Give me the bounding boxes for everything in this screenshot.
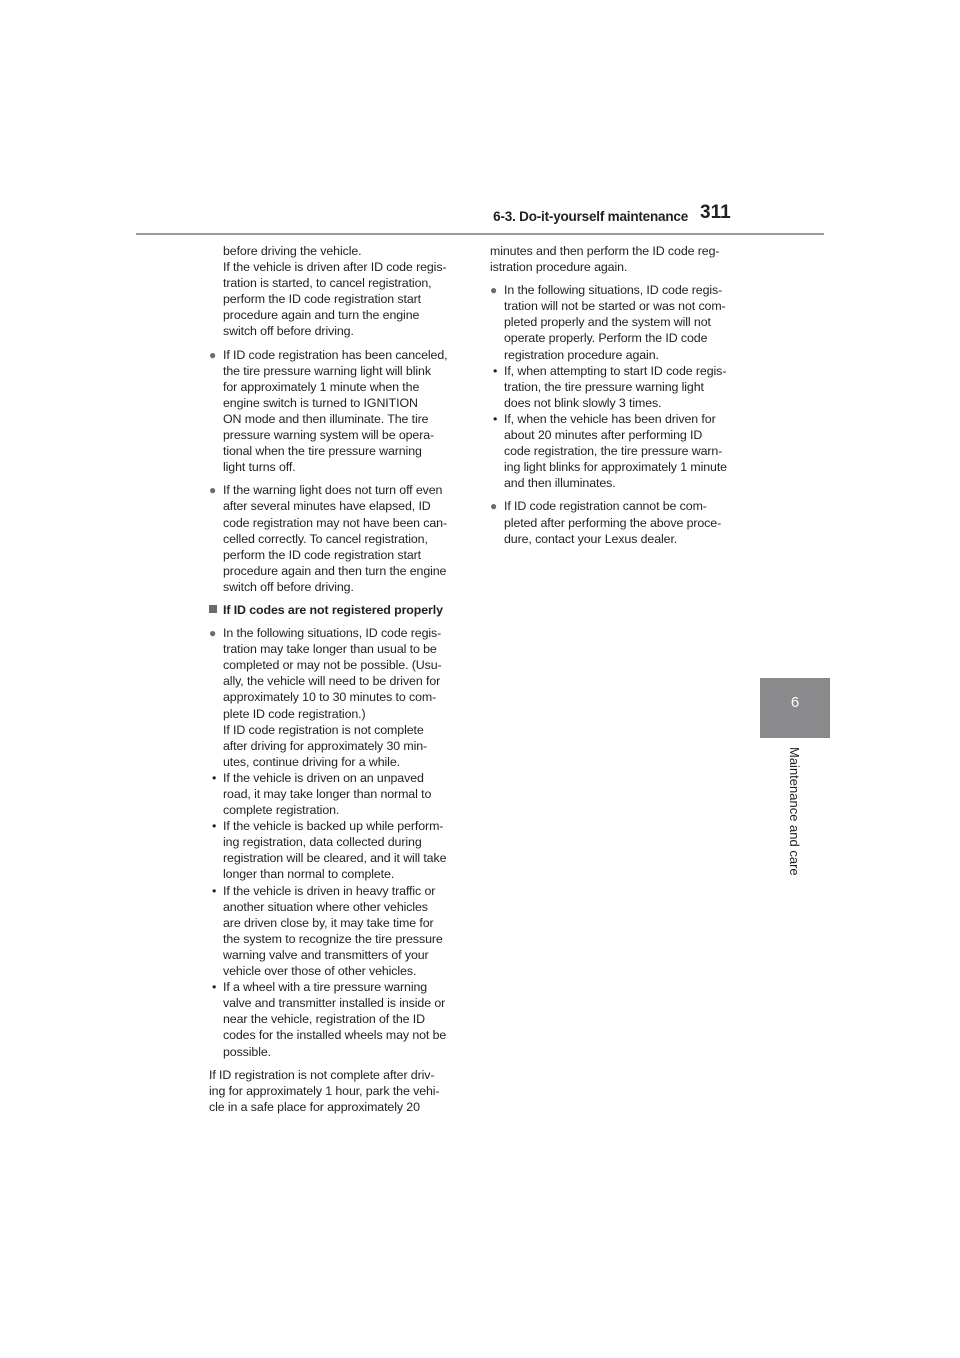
square-heading-icon <box>209 605 217 613</box>
sub-list-item-text: If the vehicle is driven in heavy traffic or another situation where other vehicles are driven close by, it may take time for the system to recognize the tire pressure warning valve and transmitters of your vehicle over those of other vehicles. <box>223 883 443 979</box>
list-item <box>209 347 471 476</box>
circle-bullet-icon: ● <box>209 347 217 362</box>
list-item <box>209 625 471 770</box>
right-column <box>490 243 752 554</box>
sub-list-item-text: If the vehicle is driven on an unpaved road, it may take longer than normal to complete registration. <box>223 770 432 818</box>
sub-list-item <box>490 411 752 491</box>
sub-list-item <box>209 818 471 882</box>
sub-list-item-text: If, when the vehicle has been driven for about 20 minutes after performing ID code registration, the tire pressure warn- ing light blinks for approximately 1 minute and then illuminates. <box>504 411 727 491</box>
header-divider <box>136 233 824 235</box>
sub-list-item <box>209 979 471 1059</box>
list-item <box>490 498 752 546</box>
circle-bullet-icon: ● <box>490 283 498 298</box>
list-item-text: If ID code registration cannot be com- pleted after performing the above proce- dure, contact your Lexus dealer. <box>504 499 722 546</box>
sub-list-item <box>209 770 471 818</box>
page-number: 311 <box>700 202 731 223</box>
dot-bullet-icon: • <box>212 883 217 898</box>
dot-bullet-icon: • <box>212 980 217 995</box>
continuation-paragraph: minutes and then perform the ID code reg- istration procedure again. <box>490 244 720 275</box>
sub-list-item-text: If the vehicle is backed up while perform- ing registration, data collected during registration will be cleared, and it will take longer than normal to complete. <box>223 819 447 882</box>
list-item-text: In the following situations, ID code regis- tration will not be started or was not com- pleted properly and the system will not operate properly. Perform the ID code registration procedure again. <box>504 283 726 362</box>
left-column <box>209 243 471 1122</box>
list-item-text: In the following situations, ID code regis- tration may take longer than usual to be completed or may not be possible. (Usu- ally, the vehicle will need to be driven for approximately 10 to 30 minutes to com- plete ID code registration.) If ID code registration is not complete after driving for approximately 30 min- utes, continue driving for a while. <box>223 626 442 769</box>
list-item <box>490 282 752 362</box>
list-item-text: If ID code registration has been canceled, the tire pressure warning light will blink for approximately 1 minute when the engine switch is turned to IGNITION ON mode and then illuminate. The tire pressure warning system will be opera- tional when the tire pressure warning light turns off. <box>223 347 448 475</box>
sub-list-item <box>490 363 752 411</box>
intro-paragraph: before driving the vehicle. If the vehicle is driven after ID code regis- tration is started, to cancel registration, perform the ID code registration start procedure again and turn the engine switch off before driving. <box>223 244 447 339</box>
dot-bullet-icon: • <box>212 819 217 834</box>
dot-bullet-icon: • <box>493 411 498 426</box>
sub-list-item <box>209 883 471 980</box>
sub-list-item-text: If a wheel with a tire pressure warning valve and transmitter installed is inside or near the vehicle, registration of the ID codes for the installed wheels may not be possible. <box>223 980 447 1059</box>
list-item-text: If the warning light does not turn off even after several minutes have elapsed, ID code registration may not have been can- celled correctly. To cancel registration, perform the ID code registration start procedure again and then turn the engine switch off before driving. <box>223 483 447 594</box>
sub-list-item-text: If, when attempting to start ID code regis- tration, the tire pressure warning light does not blink slowly 3 times. <box>504 363 727 410</box>
chapter-title: Maintenance and care <box>787 747 802 876</box>
circle-bullet-icon: ● <box>209 483 217 498</box>
chapter-tab[interactable] <box>760 678 830 738</box>
closing-paragraph: If ID registration is not complete after driv- ing for approximately 1 hour, park the vehi- cle in a safe place for approximately 20 <box>209 1067 440 1114</box>
circle-bullet-icon: ● <box>209 626 217 641</box>
list-item <box>209 482 471 595</box>
section-title: 6-3. Do-it-yourself maintenance <box>493 209 688 224</box>
dot-bullet-icon: • <box>212 770 217 785</box>
dot-bullet-icon: • <box>493 363 498 378</box>
chapter-number: 6 <box>790 694 800 711</box>
circle-bullet-icon: ● <box>490 499 498 514</box>
subsection-heading <box>209 602 471 618</box>
subsection-heading-text: If ID codes are not registered properly <box>223 602 443 617</box>
